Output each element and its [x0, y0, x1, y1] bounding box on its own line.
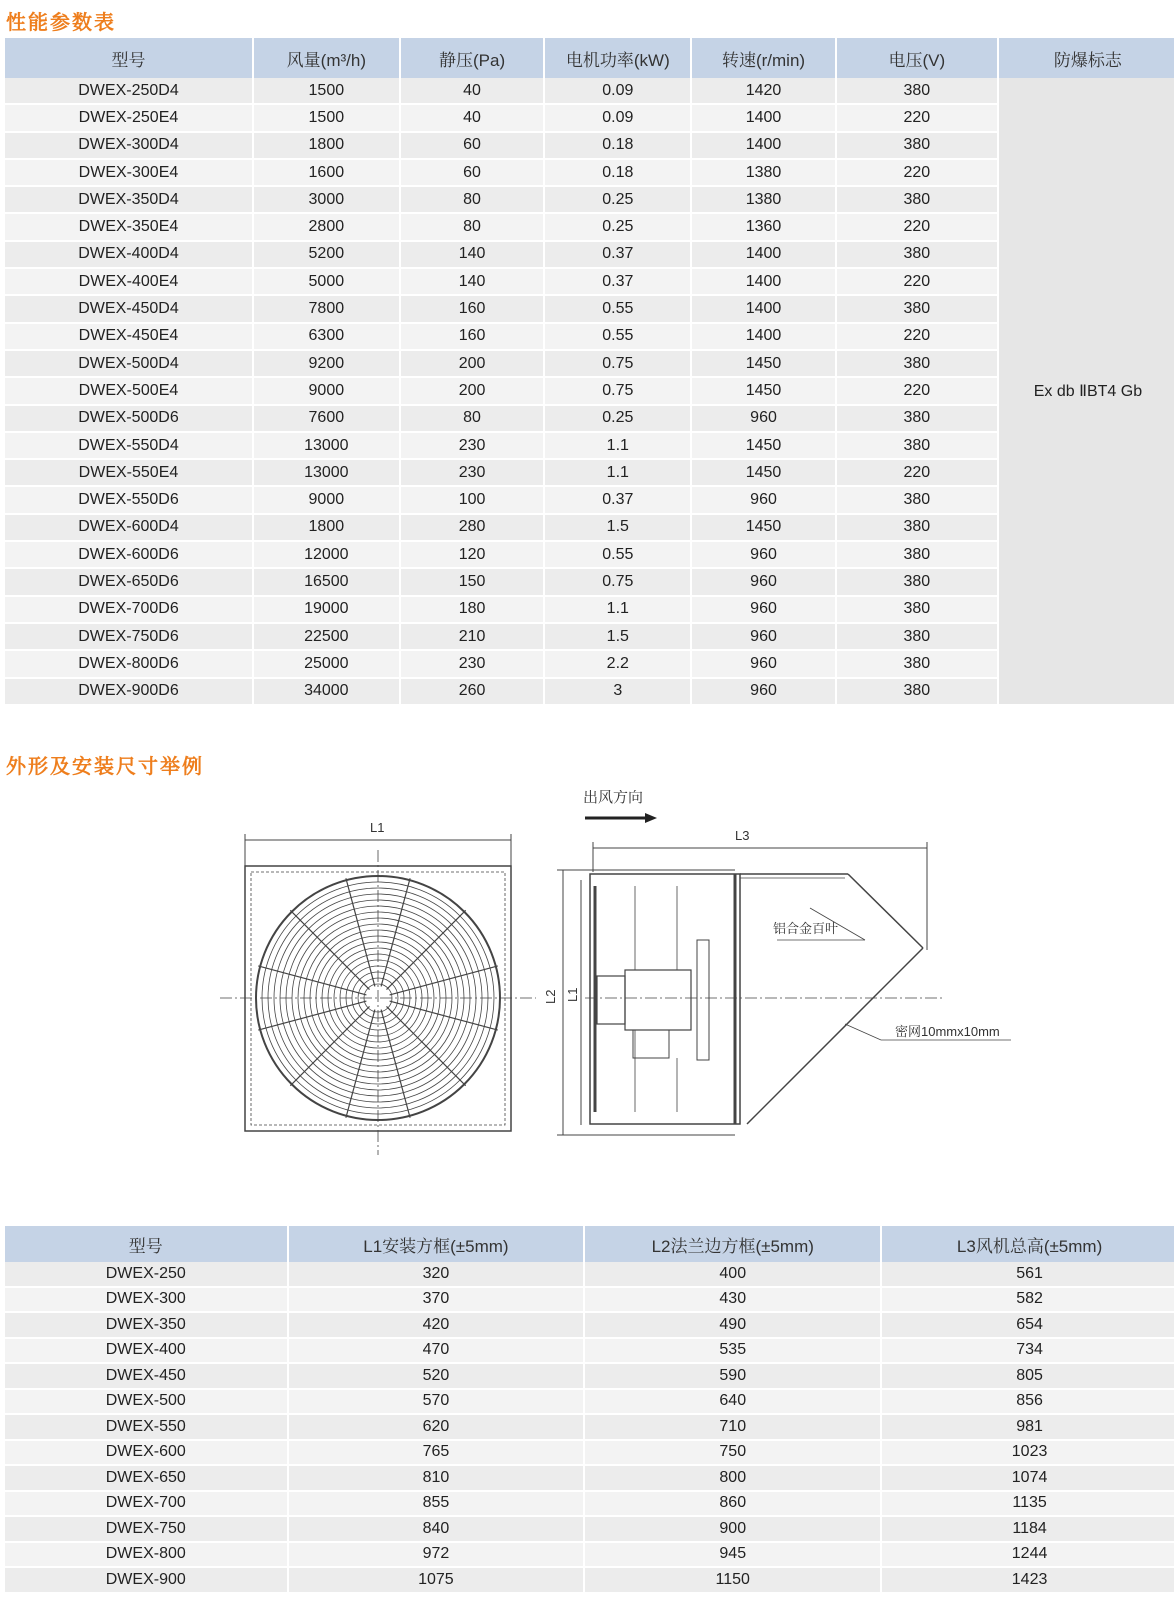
table-row — [5, 1363, 1174, 1389]
cell-l3: 1184 — [881, 1516, 1174, 1542]
cell-model: DWEX-300D4 — [5, 132, 253, 159]
cell-static-pressure: 140 — [400, 241, 545, 268]
cell-model: DWEX-800 — [5, 1542, 288, 1568]
cell-speed: 960 — [691, 541, 836, 568]
cell-airflow: 13000 — [253, 432, 400, 459]
cell-l3: 1244 — [881, 1542, 1174, 1568]
cell-airflow: 9000 — [253, 377, 400, 404]
drawing-title: 外形及安装尺寸举例 — [6, 754, 204, 778]
cell-speed: 960 — [691, 678, 836, 705]
cell-motor-power: 0.25 — [544, 405, 691, 432]
cell-static-pressure: 210 — [400, 623, 545, 650]
cell-airflow: 13000 — [253, 459, 400, 486]
cell-static-pressure: 80 — [400, 186, 545, 213]
cell-model: DWEX-900D6 — [5, 678, 253, 705]
cell-airflow: 1500 — [253, 104, 400, 131]
col-header-static-pressure: 静压(Pa) — [400, 38, 545, 78]
cell-l1: 570 — [288, 1389, 585, 1415]
cell-speed: 960 — [691, 568, 836, 595]
cell-model: DWEX-300 — [5, 1287, 288, 1313]
cell-speed: 960 — [691, 623, 836, 650]
cell-speed: 960 — [691, 596, 836, 623]
cell-static-pressure: 40 — [400, 104, 545, 131]
cell-static-pressure: 80 — [400, 405, 545, 432]
cell-l2: 640 — [584, 1389, 881, 1415]
cell-model: DWEX-900 — [5, 1567, 288, 1593]
cell-l3: 856 — [881, 1389, 1174, 1415]
cell-static-pressure: 230 — [400, 459, 545, 486]
table-row — [5, 1491, 1174, 1517]
cell-model: DWEX-550D4 — [5, 432, 253, 459]
front-l1-label: L1 — [370, 820, 385, 835]
table-row — [5, 1567, 1174, 1593]
table-row — [5, 1465, 1174, 1491]
cell-model: DWEX-350E4 — [5, 213, 253, 240]
cell-airflow: 22500 — [253, 623, 400, 650]
table-row — [5, 1414, 1174, 1440]
table-row — [5, 1262, 1174, 1287]
cell-speed: 1400 — [691, 132, 836, 159]
cell-static-pressure: 200 — [400, 350, 545, 377]
cell-voltage: 220 — [836, 213, 998, 240]
cell-model: DWEX-750 — [5, 1516, 288, 1542]
cell-motor-power: 0.75 — [544, 350, 691, 377]
cell-model: DWEX-550E4 — [5, 459, 253, 486]
cell-static-pressure: 230 — [400, 432, 545, 459]
cell-ex-mark: Ex db ⅡBT4 Gb — [998, 78, 1174, 705]
cell-l1: 620 — [288, 1414, 585, 1440]
cell-voltage: 220 — [836, 159, 998, 186]
cell-speed: 1400 — [691, 241, 836, 268]
cell-speed: 960 — [691, 486, 836, 513]
cell-voltage: 380 — [836, 132, 998, 159]
cell-static-pressure: 280 — [400, 514, 545, 541]
cell-voltage: 380 — [836, 350, 998, 377]
cell-motor-power: 0.37 — [544, 268, 691, 295]
cell-l2: 900 — [584, 1516, 881, 1542]
col-header-motor-power: 电机功率(kW) — [544, 38, 691, 78]
table-row — [5, 78, 1174, 104]
cell-motor-power: 0.18 — [544, 132, 691, 159]
cell-airflow: 7800 — [253, 295, 400, 322]
cell-l2: 945 — [584, 1542, 881, 1568]
cell-voltage: 380 — [836, 678, 998, 705]
cell-l1: 855 — [288, 1491, 585, 1517]
cell-motor-power: 1.5 — [544, 514, 691, 541]
cell-voltage: 380 — [836, 541, 998, 568]
cell-model: DWEX-550 — [5, 1414, 288, 1440]
cell-voltage: 380 — [836, 514, 998, 541]
cell-l2: 490 — [584, 1312, 881, 1338]
cell-airflow: 6300 — [253, 323, 400, 350]
cell-l1: 810 — [288, 1465, 585, 1491]
cell-airflow: 1600 — [253, 159, 400, 186]
cell-model: DWEX-500D6 — [5, 405, 253, 432]
cell-motor-power: 0.75 — [544, 377, 691, 404]
cell-model: DWEX-350 — [5, 1312, 288, 1338]
louver-label: 铝合金百叶 — [773, 921, 839, 936]
cell-voltage: 380 — [836, 78, 998, 104]
cell-voltage: 380 — [836, 432, 998, 459]
mesh-label: 密网10mmx10mm — [895, 1024, 1000, 1039]
cell-static-pressure: 40 — [400, 78, 545, 104]
cell-speed: 1400 — [691, 268, 836, 295]
cell-motor-power: 0.37 — [544, 486, 691, 513]
dimension-header-row — [5, 1226, 1174, 1262]
cell-model: DWEX-400E4 — [5, 268, 253, 295]
cell-l3: 1074 — [881, 1465, 1174, 1491]
cell-voltage: 380 — [836, 405, 998, 432]
installation-drawing — [215, 790, 1015, 1170]
cell-model: DWEX-450 — [5, 1363, 288, 1389]
cell-l1: 420 — [288, 1312, 585, 1338]
table-row — [5, 1542, 1174, 1568]
cell-static-pressure: 160 — [400, 323, 545, 350]
cell-speed: 1450 — [691, 514, 836, 541]
cell-airflow: 25000 — [253, 650, 400, 677]
cell-model: DWEX-250 — [5, 1262, 288, 1287]
cell-voltage: 380 — [836, 650, 998, 677]
cell-l1: 520 — [288, 1363, 585, 1389]
cell-motor-power: 0.75 — [544, 568, 691, 595]
cell-motor-power: 0.09 — [544, 104, 691, 131]
cell-model: DWEX-650D6 — [5, 568, 253, 595]
cell-speed: 1380 — [691, 186, 836, 213]
dim-col-header-model: 型号 — [5, 1226, 288, 1262]
cell-model: DWEX-700 — [5, 1491, 288, 1517]
cell-voltage: 380 — [836, 568, 998, 595]
table-row — [5, 1312, 1174, 1338]
cell-l3: 654 — [881, 1312, 1174, 1338]
dim-col-header-l1: L1安装方框(±5mm) — [288, 1226, 585, 1262]
cell-l3: 1135 — [881, 1491, 1174, 1517]
cell-voltage: 220 — [836, 377, 998, 404]
cell-static-pressure: 80 — [400, 213, 545, 240]
cell-motor-power: 0.55 — [544, 295, 691, 322]
cell-motor-power: 0.09 — [544, 78, 691, 104]
cell-motor-power: 3 — [544, 678, 691, 705]
airflow-arrow-icon — [585, 813, 657, 823]
cell-airflow: 2800 — [253, 213, 400, 240]
cell-model: DWEX-250D4 — [5, 78, 253, 104]
cell-l3: 1023 — [881, 1440, 1174, 1466]
performance-title: 性能参数表 — [6, 10, 116, 34]
cell-airflow: 16500 — [253, 568, 400, 595]
cell-model: DWEX-450E4 — [5, 323, 253, 350]
cell-motor-power: 0.55 — [544, 541, 691, 568]
cell-motor-power: 0.25 — [544, 186, 691, 213]
cell-model: DWEX-750D6 — [5, 623, 253, 650]
front-view — [220, 820, 536, 1155]
cell-voltage: 380 — [836, 295, 998, 322]
side-view — [543, 828, 1011, 1135]
cell-l1: 370 — [288, 1287, 585, 1313]
cell-airflow: 1800 — [253, 132, 400, 159]
cell-airflow: 5000 — [253, 268, 400, 295]
side-l2-label: L2 — [543, 989, 558, 1004]
cell-l2: 430 — [584, 1287, 881, 1313]
cell-speed: 1400 — [691, 323, 836, 350]
cell-motor-power: 1.1 — [544, 459, 691, 486]
cell-model: DWEX-400D4 — [5, 241, 253, 268]
cell-l1: 470 — [288, 1338, 585, 1364]
cell-l2: 710 — [584, 1414, 881, 1440]
col-header-airflow: 风量(m³/h) — [253, 38, 400, 78]
cell-motor-power: 0.18 — [544, 159, 691, 186]
cell-airflow: 1500 — [253, 78, 400, 104]
cell-model: DWEX-800D6 — [5, 650, 253, 677]
cell-speed: 1400 — [691, 104, 836, 131]
cell-voltage: 220 — [836, 268, 998, 295]
side-l1-label: L1 — [565, 987, 580, 1002]
table-row — [5, 1440, 1174, 1466]
cell-speed: 1450 — [691, 432, 836, 459]
cell-motor-power: 1.5 — [544, 623, 691, 650]
cell-voltage: 220 — [836, 459, 998, 486]
cell-static-pressure: 200 — [400, 377, 545, 404]
cell-model: DWEX-500E4 — [5, 377, 253, 404]
cell-l3: 805 — [881, 1363, 1174, 1389]
cell-l3: 582 — [881, 1287, 1174, 1313]
table-row — [5, 1516, 1174, 1542]
cell-model: DWEX-700D6 — [5, 596, 253, 623]
cell-static-pressure: 120 — [400, 541, 545, 568]
cell-l1: 840 — [288, 1516, 585, 1542]
cell-airflow: 5200 — [253, 241, 400, 268]
cell-model: DWEX-500 — [5, 1389, 288, 1415]
cell-model: DWEX-350D4 — [5, 186, 253, 213]
performance-table — [5, 38, 1174, 706]
cell-voltage: 380 — [836, 486, 998, 513]
cell-static-pressure: 60 — [400, 132, 545, 159]
cell-speed: 960 — [691, 405, 836, 432]
cell-motor-power: 0.25 — [544, 213, 691, 240]
cell-motor-power: 0.55 — [544, 323, 691, 350]
cell-airflow: 12000 — [253, 541, 400, 568]
cell-voltage: 380 — [836, 241, 998, 268]
cell-static-pressure: 160 — [400, 295, 545, 322]
table-row — [5, 1287, 1174, 1313]
col-header-voltage: 电压(V) — [836, 38, 998, 78]
col-header-ex-mark: 防爆标志 — [998, 38, 1174, 78]
dim-col-header-l2: L2法兰边方框(±5mm) — [584, 1226, 881, 1262]
cell-l2: 590 — [584, 1363, 881, 1389]
cell-l1: 1075 — [288, 1567, 585, 1593]
cell-l1: 972 — [288, 1542, 585, 1568]
cell-airflow: 1800 — [253, 514, 400, 541]
cell-speed: 1420 — [691, 78, 836, 104]
cell-airflow: 3000 — [253, 186, 400, 213]
col-header-model: 型号 — [5, 38, 253, 78]
cell-airflow: 19000 — [253, 596, 400, 623]
cell-l1: 765 — [288, 1440, 585, 1466]
cell-model: DWEX-550D6 — [5, 486, 253, 513]
side-l3-label: L3 — [735, 828, 750, 843]
cell-l3: 734 — [881, 1338, 1174, 1364]
cell-model: DWEX-650 — [5, 1465, 288, 1491]
cell-model: DWEX-600D4 — [5, 514, 253, 541]
table-row — [5, 1389, 1174, 1415]
cell-static-pressure: 140 — [400, 268, 545, 295]
cell-speed: 1360 — [691, 213, 836, 240]
cell-model: DWEX-600D6 — [5, 541, 253, 568]
cell-speed: 1400 — [691, 295, 836, 322]
cell-model: DWEX-600 — [5, 1440, 288, 1466]
cell-l2: 400 — [584, 1262, 881, 1287]
cell-l2: 800 — [584, 1465, 881, 1491]
cell-voltage: 220 — [836, 104, 998, 131]
cell-l2: 860 — [584, 1491, 881, 1517]
cell-l3: 561 — [881, 1262, 1174, 1287]
cell-airflow: 9200 — [253, 350, 400, 377]
cell-static-pressure: 60 — [400, 159, 545, 186]
cell-motor-power: 1.1 — [544, 596, 691, 623]
dim-col-header-l3: L3风机总高(±5mm) — [881, 1226, 1174, 1262]
cell-static-pressure: 230 — [400, 650, 545, 677]
cell-l3: 1423 — [881, 1567, 1174, 1593]
cell-airflow: 7600 — [253, 405, 400, 432]
cell-model: DWEX-500D4 — [5, 350, 253, 377]
cell-speed: 960 — [691, 650, 836, 677]
dimension-table — [5, 1226, 1174, 1594]
cell-static-pressure: 150 — [400, 568, 545, 595]
cell-static-pressure: 180 — [400, 596, 545, 623]
cell-l1: 320 — [288, 1262, 585, 1287]
performance-header-row — [5, 38, 1174, 78]
cell-voltage: 380 — [836, 186, 998, 213]
cell-l2: 750 — [584, 1440, 881, 1466]
cell-static-pressure: 260 — [400, 678, 545, 705]
cell-speed: 1450 — [691, 377, 836, 404]
cell-voltage: 380 — [836, 596, 998, 623]
col-header-speed: 转速(r/min) — [691, 38, 836, 78]
cell-speed: 1450 — [691, 350, 836, 377]
cell-speed: 1450 — [691, 459, 836, 486]
table-row — [5, 1338, 1174, 1364]
cell-speed: 1380 — [691, 159, 836, 186]
cell-l2: 535 — [584, 1338, 881, 1364]
airflow-label: 出风方向 — [583, 790, 644, 806]
cell-static-pressure: 100 — [400, 486, 545, 513]
cell-airflow: 34000 — [253, 678, 400, 705]
cell-airflow: 9000 — [253, 486, 400, 513]
cell-model: DWEX-300E4 — [5, 159, 253, 186]
cell-motor-power: 2.2 — [544, 650, 691, 677]
cell-voltage: 380 — [836, 623, 998, 650]
cell-model: DWEX-250E4 — [5, 104, 253, 131]
cell-model: DWEX-400 — [5, 1338, 288, 1364]
cell-l3: 981 — [881, 1414, 1174, 1440]
cell-motor-power: 0.37 — [544, 241, 691, 268]
cell-model: DWEX-450D4 — [5, 295, 253, 322]
cell-motor-power: 1.1 — [544, 432, 691, 459]
cell-voltage: 220 — [836, 323, 998, 350]
cell-l2: 1150 — [584, 1567, 881, 1593]
